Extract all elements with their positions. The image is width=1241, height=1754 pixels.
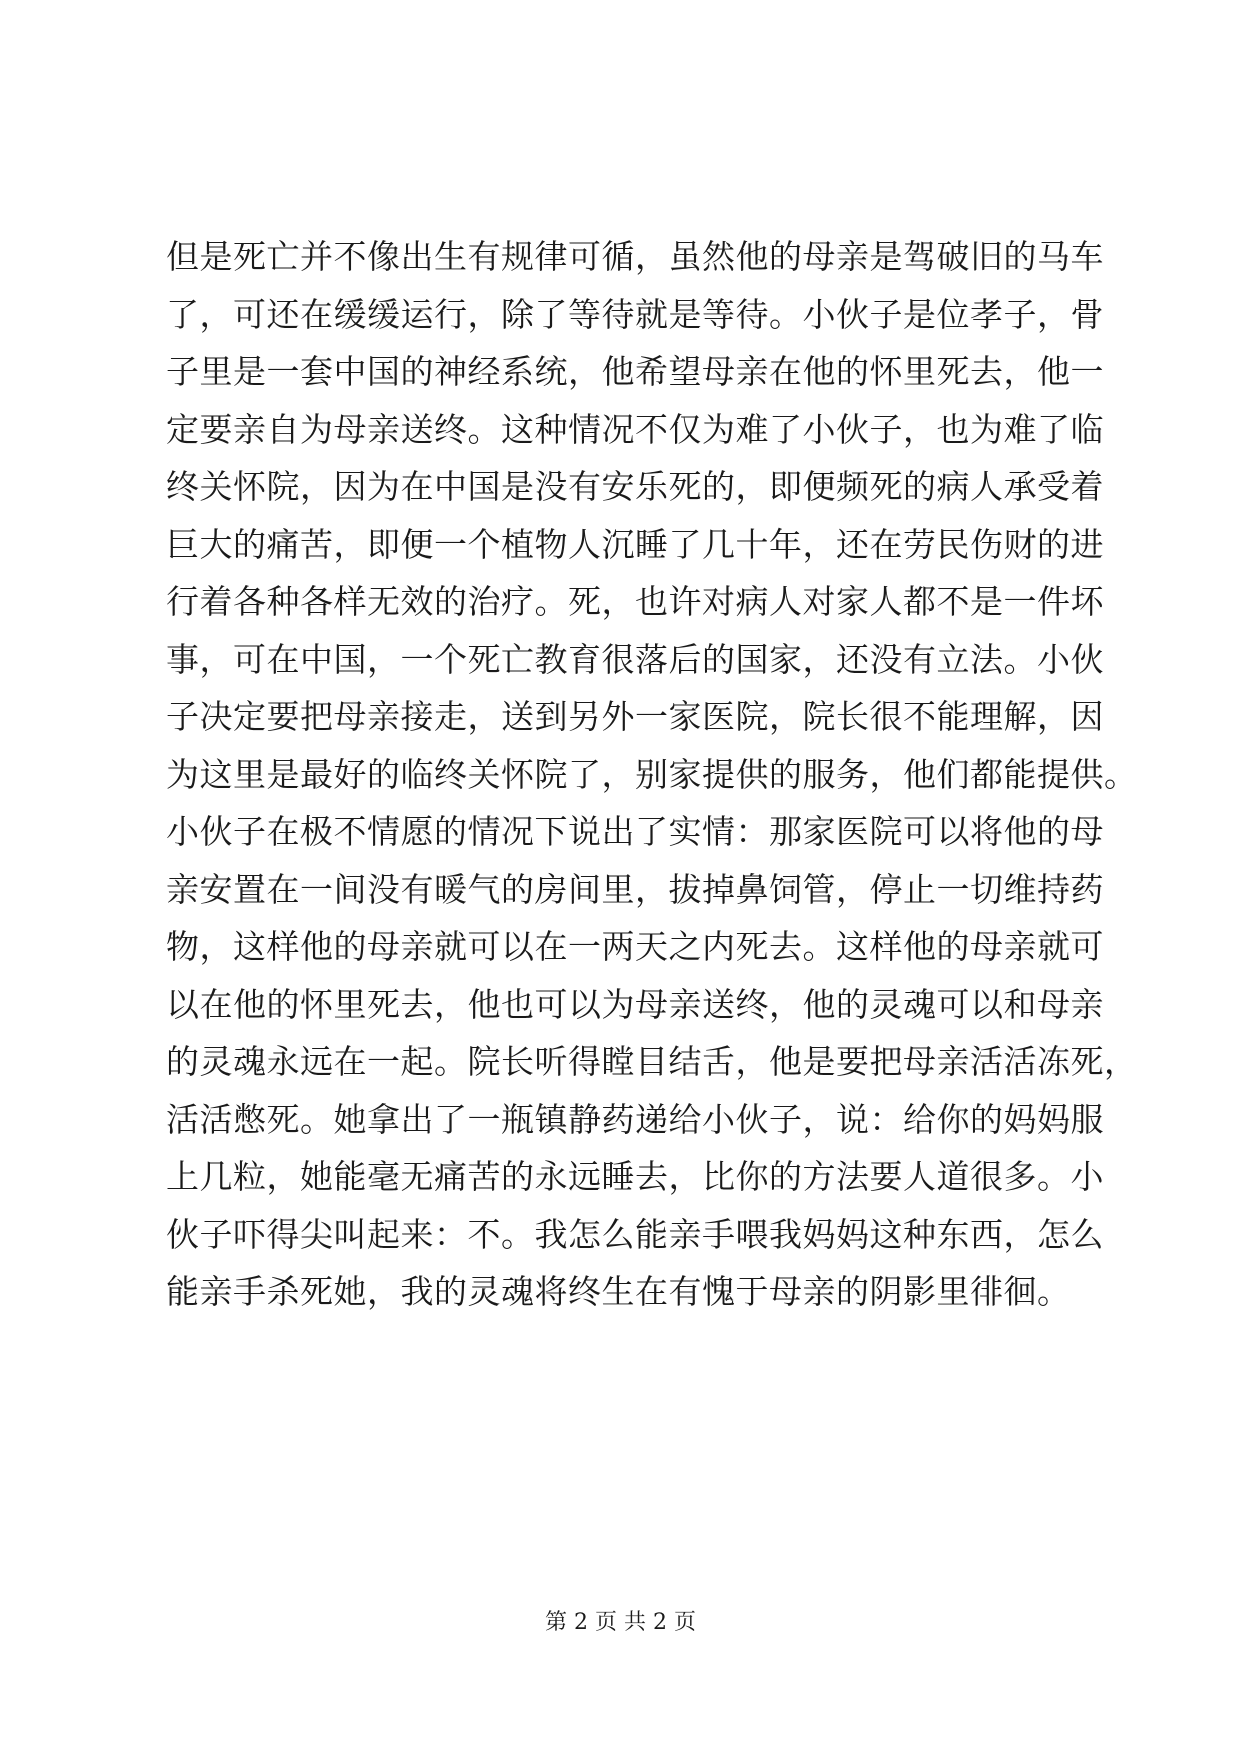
text-line: 了，可还在缓缓运行，除了等待就是等待。小伙子是位孝子，骨 [166, 294, 1104, 334]
text-line: 物，这样他的母亲就可以在一两天之内死去。这样他的母亲就可 [166, 927, 1104, 966]
text-line: 定要亲自为母亲送终。这种情况不仅为难了小伙子，也为难了临 [166, 409, 1104, 449]
text-line: 以在他的怀里死去，他也可以为母亲送终，他的灵魂可以和母亲 [166, 984, 1104, 1024]
text-line: 为这里是最好的临终关怀院了，别家提供的服务，他们都能提供。 [166, 754, 1138, 794]
text-line: 上几粒，她能毫无痛苦的永远睡去，比你的方法要人道很多。小 [166, 1157, 1104, 1196]
page-footer [0, 1608, 1241, 1638]
text-line: 的灵魂永远在一起。院长听得瞠目结舌，他是要把母亲活活冻死， [166, 1042, 1138, 1081]
body-paragraph [166, 228, 1138, 1321]
text-line: 伙子吓得尖叫起来：不。我怎么能亲手喂我妈妈这种东西，怎么 [166, 1214, 1104, 1254]
text-line: 小伙子在极不情愿的情况下说出了实情：那家医院可以将他的母 [166, 812, 1104, 851]
text-line: 终关怀院，因为在中国是没有安乐死的，即便频死的病人承受着 [166, 467, 1104, 506]
page-number-label: 第 2 页 共 2 页 [545, 1610, 696, 1635]
text-line: 能亲手杀死她，我的灵魂将终生在有愧于母亲的阴影里徘徊。 [166, 1272, 1071, 1311]
text-line: 行着各种各样无效的治疗。死，也许对病人对家人都不是一件坏 [166, 582, 1104, 621]
text-line: 巨大的痛苦，即便一个植物人沉睡了几十年，还在劳民伤财的进 [166, 524, 1104, 564]
text-line: 亲安置在一间没有暖气的房间里，拔掉鼻饲管，停止一切维持药 [166, 869, 1104, 909]
text-line: 子里是一套中国的神经系统，他希望母亲在他的怀里死去，他一 [166, 352, 1104, 391]
text-line: 活活憋死。她拿出了一瓶镇静药递给小伙子，说：给你的妈妈服 [166, 1099, 1104, 1139]
text-line: 子决定要把母亲接走，送到另外一家医院，院长很不能理解，因 [166, 697, 1104, 736]
text-line: 但是死亡并不像出生有规律可循，虽然他的母亲是驾破旧的马车 [166, 237, 1104, 276]
text-line: 事，可在中国，一个死亡教育很落后的国家，还没有立法。小伙 [166, 639, 1104, 679]
